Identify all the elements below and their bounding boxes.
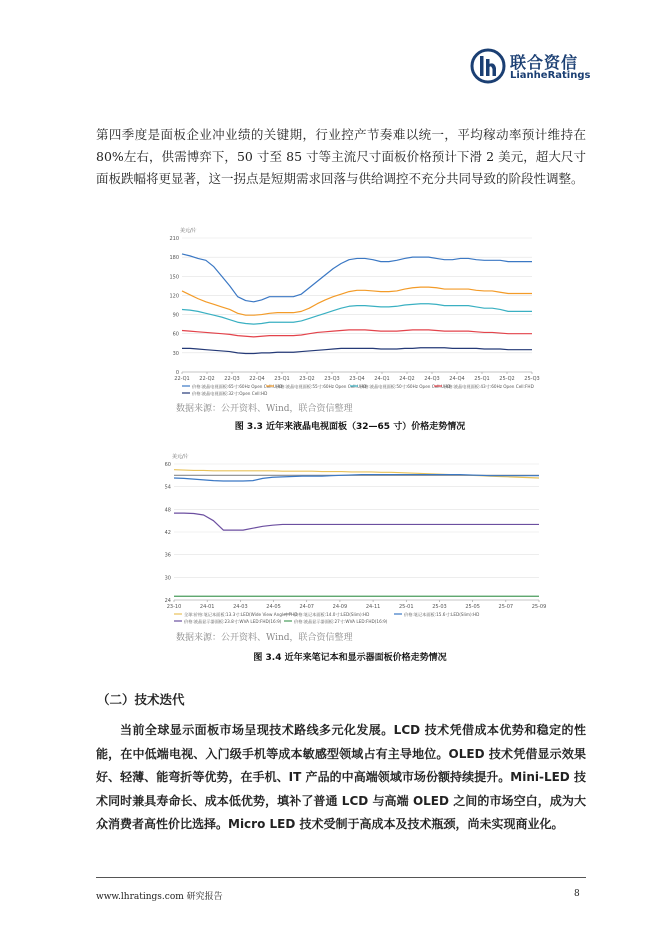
chart-0-xtick-label: 23-Q4 (349, 376, 365, 382)
chart-0-xtick-label: 22-Q3 (224, 376, 240, 382)
chart-0-legend-label: 价格:液晶电视面板:43寸:60Hz Open Cell:FHD (444, 383, 534, 389)
chart-1-xtick-label: 24-09 (332, 604, 348, 610)
chart-0-xtick-label: 22-Q2 (199, 376, 215, 382)
figure-3-4-caption: 图 3.4 近年来笔记本和显示器面板价格走势情况 (253, 653, 447, 663)
chart-0-unit-label: 美元/片 (180, 228, 197, 234)
body-paragraph-2: 当前全球显示面板市场呈现技术路线多元化发展。LCD 技术凭借成本优势和稳定的性能，在中低端电视、入门级手机等成本敏感型领域占有主导地位。OLED 技术凭借显示效果好、轻薄、能弯折等优势，在手机、IT 产品的中高端领域市场份额持续提升。Mini-LED 技术同时兼具寿命长、成本低优势，填补了普通 LCD 与高端 OLED 之间的市场空白，成为大众消费者高性价比选择。Micro LED 技术受制于高成本及技术瓶颈，尚未实现商业化。 (96, 723, 586, 831)
chart-1-ytick-label: 54 (164, 484, 171, 491)
chart-0-xtick-label: 24-Q1 (374, 376, 390, 382)
chart-1-legend-label: 价格:液晶显示器面板:23.8寸:WVA LED:FHD(16:9) (184, 618, 282, 624)
body-paragraph-1: 第四季度是面板企业冲业绩的关键期，行业控产节奏难以统一，平均稼动率预计维持在 80%左右，供需博弈下，50 寸至 85 寸等主流尺寸面板价格预计下滑 2 美元，超大尺寸面板跌幅将更显著，这一拐点是短期需求回落与供给调控不充分共同导致的阶段性调整。 (96, 127, 586, 186)
page-number: 8 (574, 889, 580, 899)
footer-divider (96, 877, 586, 878)
chart-0-series-line (182, 287, 532, 315)
lianhe-logo (470, 48, 600, 88)
chart-1-legend-label: 价格:液晶显示器面板:27寸:WVA LED:FHD(16:9) (294, 618, 388, 624)
chart-1-xtick-label: 24-01 (199, 604, 215, 610)
lianhe-logo-mark-icon (470, 48, 506, 84)
notebook-monitor-panel-price-chart (162, 452, 547, 628)
chart-1-unit-label: 美元/片 (172, 454, 189, 460)
chart-0-xtick-label: 24-Q4 (449, 376, 465, 382)
chart-0-xtick-label: 24-Q2 (399, 376, 415, 382)
chart-0-ytick-label: 210 (169, 236, 179, 242)
figure-3-3-source: 数据来源：公开资料、Wind，联合资信整理 (176, 404, 353, 414)
figure-3-4-source: 数据来源：公开资料、Wind，联合资信整理 (176, 633, 353, 643)
chart-0-series-line (182, 330, 532, 337)
chart-1-xtick-label: 24-07 (299, 604, 314, 610)
chart-1-xtick-label: 25-03 (432, 604, 447, 610)
tv-panel-price-chart-svg (170, 226, 540, 402)
chart-0-xtick-label: 22-Q4 (249, 376, 265, 382)
chart-1-xtick-label: 25-01 (399, 604, 414, 610)
chart-1-series-line (174, 513, 539, 530)
chart-1-xtick-label: 25-07 (498, 604, 514, 610)
chart-0-ytick-label: 30 (172, 350, 179, 357)
chart-0-xtick-label: 23-Q3 (324, 376, 340, 382)
chart-1-xtick-label: 23-10 (166, 604, 182, 610)
chart-0-legend-label: 价格:液晶电视面板:50寸:60Hz Open Cell:UHD (360, 383, 451, 389)
chart-0-ytick-label: 60 (172, 331, 179, 338)
logo-english-name: LianheRatings (510, 70, 591, 81)
chart-1-series-line (174, 470, 539, 478)
chart-0-ytick-label: 0 (175, 370, 179, 376)
chart-1-legend-label: 价格:笔记本面板:14.0寸:LED(Slim):HD (294, 611, 370, 617)
chart-1-legend-label: 价格:笔记本面板:15.6寸:LED(Slim):HD (404, 611, 480, 617)
chart-1-xtick-label: 24-11 (365, 604, 381, 610)
chart-0-series-line (182, 254, 532, 302)
chart-1-xtick-label: 24-03 (233, 604, 248, 610)
chart-0-xtick-label: 23-Q2 (299, 376, 315, 382)
footer-website: www.lhratings.com 研究报告 (96, 892, 223, 902)
chart-0-xtick-label: 22-Q1 (174, 376, 190, 382)
chart-1-xtick-label: 24-05 (266, 604, 281, 610)
chart-1-legend-label: 全球:价格:笔记本面板:13.3寸:LED(Wide View Angle):FHD (184, 611, 298, 617)
chart-1-xtick-label: 25-09 (531, 604, 547, 610)
chart-1-ytick-label: 60 (164, 462, 171, 468)
chart-0-xtick-label: 24-Q3 (424, 376, 440, 382)
chart-0-xtick-label: 23-Q1 (274, 376, 290, 382)
chart-0-ytick-label: 120 (169, 293, 179, 300)
chart-1-ytick-label: 42 (164, 530, 171, 536)
chart-1-ytick-label: 24 (164, 598, 171, 604)
chart-0-series-line (182, 304, 532, 324)
notebook-monitor-panel-price-chart-svg (162, 452, 547, 628)
chart-0-ytick-label: 150 (169, 274, 179, 281)
logo-chinese-name: 联合资信 (510, 53, 579, 72)
figure-3-3-caption: 图 3.3 近年来液晶电视面板（32—65 寸）价格走势情况 (234, 422, 466, 432)
chart-1-xtick-label: 25-05 (465, 604, 480, 610)
tv-panel-price-chart (170, 226, 540, 402)
chart-0-ytick-label: 180 (169, 255, 179, 262)
section-title: （二）技术迭代 (97, 692, 185, 707)
chart-0-legend-label: 价格:液晶电视面板:65寸:60Hz Open Cell:UHD (192, 383, 283, 389)
chart-1-ytick-label: 30 (164, 575, 171, 582)
chart-0-legend-label: 价格:液晶电视面板:55寸:60Hz Open Cell:UHD (276, 383, 367, 389)
chart-1-ytick-label: 48 (164, 507, 171, 514)
chart-0-xtick-label: 25-Q1 (474, 376, 490, 382)
chart-1-ytick-label: 36 (164, 552, 171, 559)
chart-0-xtick-label: 25-Q3 (524, 376, 540, 382)
chart-0-xtick-label: 25-Q2 (499, 376, 515, 382)
chart-0-legend-label: 价格:液晶电视面板:32寸:Open Cell:HD (192, 390, 268, 396)
chart-0-ytick-label: 90 (172, 312, 179, 319)
